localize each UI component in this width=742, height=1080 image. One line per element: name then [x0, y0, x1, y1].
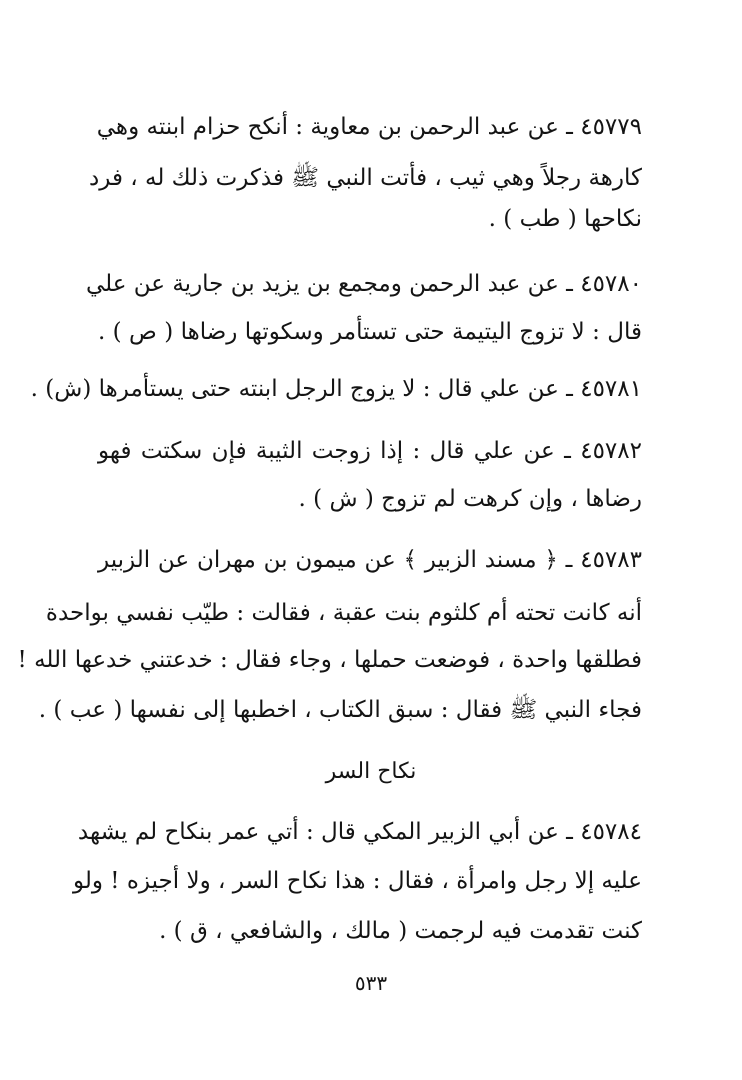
- entry-45781-line-1: ٤٥٧٨١ ـ عن علي قال : لا يزوج الرجل ابنته حتى يستأمرها (ش) .: [30, 376, 642, 402]
- entry-45780-line-1: ٤٥٧٨٠ ـ عن عبد الرحمن ومجمع بن يزيد بن جارية عن علي: [85, 271, 642, 297]
- entry-45783-line-2: أنه كانت تحته أم كلثوم بنت عقبة ، فقالت : طيّب نفسي بواحدة: [45, 600, 642, 626]
- entry-45784-line-2: عليه إلا رجل وامرأة ، فقال : هذا نكاح السر ، ولا أجيزه ! ولو: [72, 868, 642, 894]
- entry-45783-line-4: فجاء النبي ﷺ فقال : سبق الكتاب ، اخطبها إلى نفسها ( عب ) .: [38, 697, 642, 723]
- page-number: ٥٣٣: [354, 971, 388, 995]
- entry-45782-line-1: ٤٥٧٨٢ ـ عن علي قال : إذا زوجت الثيبة فإن سكتت فهو: [98, 438, 642, 464]
- entry-45779-line-2: كارهة رجلاً وهي ثيب ، فأتت النبي ﷺ فذكرت ذلك له ، فرد: [89, 165, 642, 191]
- entry-45782-line-2: رضاها ، وإن كرهت لم تزوج ( ش ) .: [298, 486, 642, 512]
- entry-45780-line-2: قال : لا تزوج اليتيمة حتى تستأمر وسكوتها رضاها ( ص ) .: [98, 319, 642, 345]
- entry-45783-line-3: فطلقها واحدة ، فوضعت حملها ، وجاء فقال : خدعتني خدعها الله !: [17, 647, 642, 673]
- entry-45784-line-3: كنت تقدمت فيه لرجمت ( مالك ، والشافعي ، ق ) .: [159, 918, 642, 944]
- entry-45784-line-1: ٤٥٧٨٤ ـ عن أبي الزبير المكي قال : أتي عمر بنكاح لم يشهد: [77, 819, 642, 845]
- section-heading: نكاح السر: [325, 759, 417, 784]
- entry-45779-line-1: ٤٥٧٧٩ ـ عن عبد الرحمن بن معاوية : أنكح حزام ابنته وهي: [96, 114, 642, 140]
- entry-45779-line-3: نكاحها ( طب ) .: [488, 206, 642, 232]
- entry-45783-line-1: ٤٥٧٨٣ ـ ﴿ مسند الزبير ﴾ عن ميمون بن مهران عن الزبير: [98, 547, 642, 573]
